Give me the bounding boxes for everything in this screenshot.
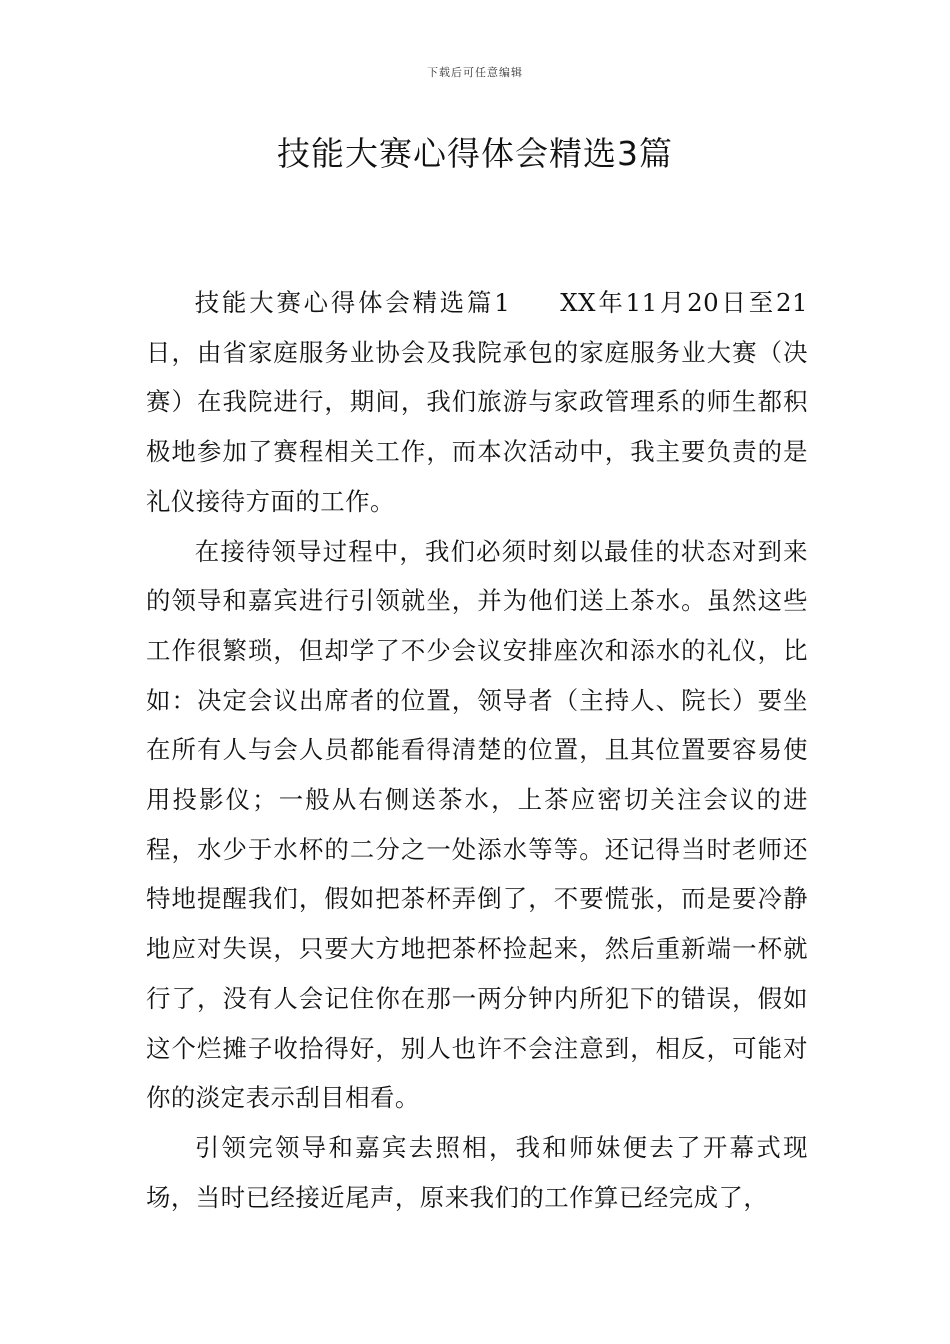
- section-heading: 技能大赛心得体会精选篇1: [194, 288, 511, 317]
- paragraph-2: 在接待领导过程中，我们必须时刻以最佳的状态对到来的领导和嘉宾进行引领就坐，并为他们送上茶水。虽然这些工作很繁琐，但却学了不少会议安排座次和添水的礼仪，比如：决定会议出席者的位置，领导者（主持人、院长）要坐在所有人与会人员都能看得清楚的位置，且其位置要容易使用投影仪；一般从右侧送茶水，上茶应密切关注会议的进程，水少于水杯的二分之一处添水等等。还记得当时老师还特地提醒我们，假如把茶杯弄倒了，不要慌张，而是要冷静地应对失误，只要大方地把茶杯捡起来，然后重新端一杯就行了，没有人会记住你在那一两分钟内所犯下的错误，假如这个烂摊子收拾得好，别人也许不会注意到，相反，可能对你的淡定表示刮目相看。: [146, 536, 808, 1113]
- paragraph-1: [146, 278, 808, 527]
- document-title: 技能大赛心得体会精选3篇: [277, 134, 673, 173]
- paragraph-3: 引领完领导和嘉宾去照相，我和师妹便去了开幕式现场，当时已经接近尾声，原来我们的工作算已经完成了，: [146, 1132, 808, 1212]
- header-note: 下载后可任意编辑: [427, 66, 523, 79]
- document-body: [146, 278, 808, 1222]
- paragraph-1-text: XX年11月20日至21日，由省家庭服务业协会及我院承包的家庭服务业大赛（决赛）在我院进行，期间，我们旅游与家政管理系的师生都积极地参加了赛程相关工作，而本次活动中，我主要负责的是礼仪接待方面的工作。: [146, 288, 808, 516]
